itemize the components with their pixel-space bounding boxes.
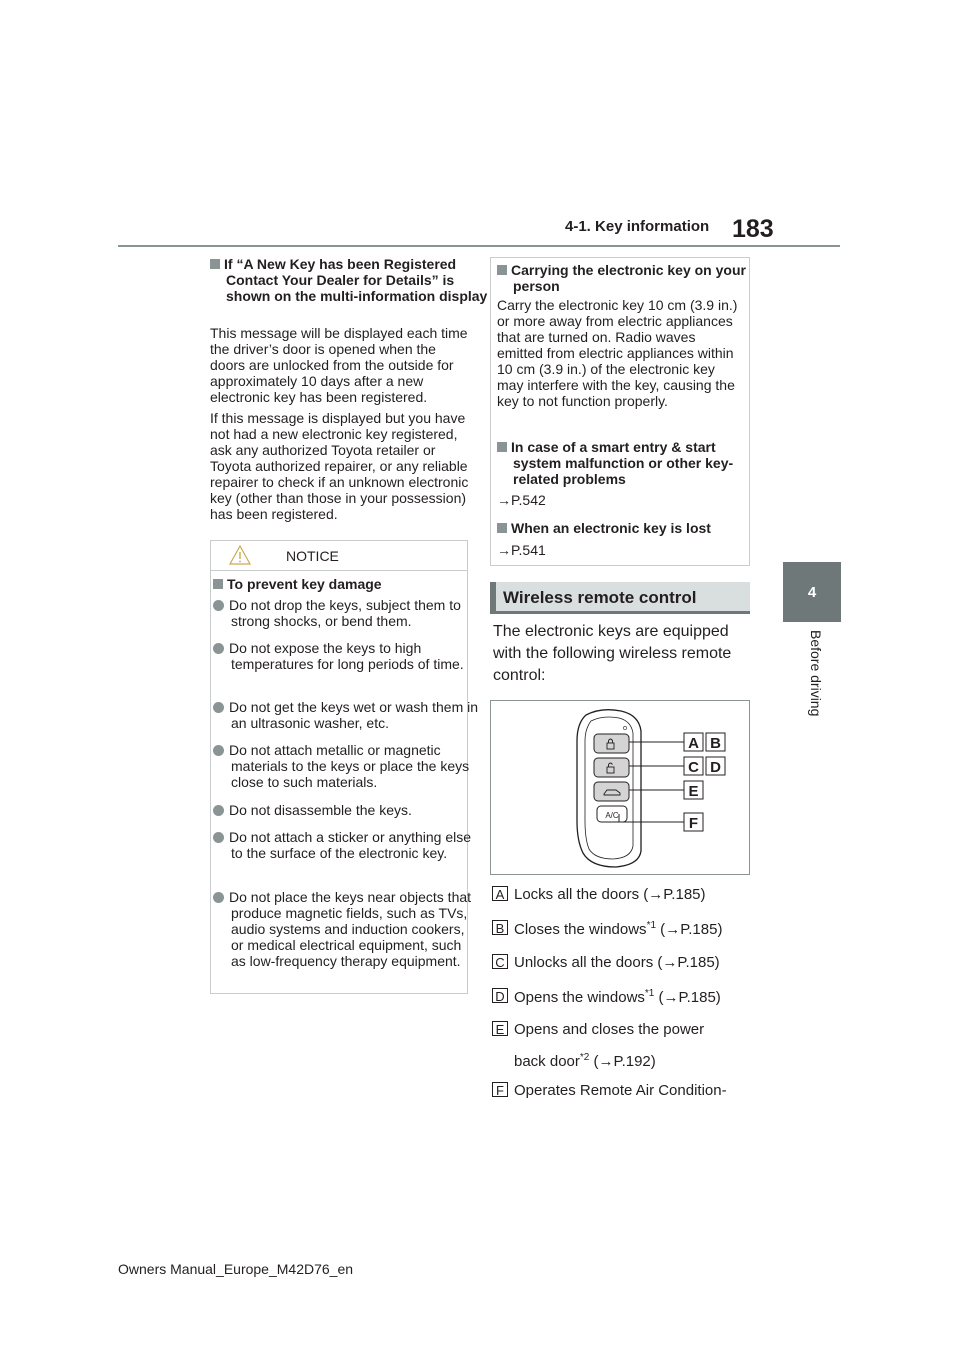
page-number: 183: [732, 215, 774, 243]
circle-bullet-icon: [213, 643, 224, 654]
page-ref-link[interactable]: P.185): [680, 921, 723, 938]
chapter-tab[interactable]: 4: [783, 562, 841, 622]
message-heading: [210, 256, 488, 304]
legend-item-e: E Opens and closes the power: [492, 1021, 752, 1038]
wireless-title: Wireless remote control: [503, 588, 697, 607]
legend-item-c: C Unlocks all the doors (→P.185): [492, 954, 752, 971]
figure-label-c: C: [688, 759, 699, 776]
legend-item-d: D Opens the windows$^{*1}$ (→P.185): [492, 988, 752, 1005]
smart-key-illustration: [491, 701, 749, 874]
notice-header: [210, 540, 468, 571]
figure-label-f: F: [688, 815, 699, 832]
legend-letter: A: [492, 886, 508, 901]
page-ref-link[interactable]: P.185): [663, 886, 706, 903]
info-paragraph-carrying: Carry the electronic key 10 cm (3.9 in.) or more away from electric appliances that are turned on. Radio waves emitted from electric appliances within 10 cm (3.9 in.) of the electronic key may interfere with the key, causing the key to not function properly.: [497, 297, 738, 409]
section-title: 4-1. Key information: [565, 218, 710, 235]
legend-letter: E: [492, 1021, 508, 1036]
circle-bullet-icon: [213, 702, 224, 713]
arrow-icon: →: [648, 886, 664, 903]
square-bullet-icon: [497, 442, 507, 452]
circle-bullet-icon: [213, 832, 224, 843]
notice-item: Do not attach metallic or magnetic materials to the keys or place the keys close to such materials.: [213, 742, 479, 790]
square-bullet-icon: [497, 265, 507, 275]
figure-label-d: D: [710, 759, 721, 776]
figure-label-b: B: [710, 735, 721, 752]
legend-item-a: A Locks all the doors (→P.185): [492, 886, 752, 903]
square-bullet-icon: [213, 579, 223, 589]
notice-item: Do not place the keys near objects that produce magnetic fields, such as TVs, audio systems and induction cookers, or medical electrical equipment, such as low-frequency therapy equipment.: [213, 889, 479, 969]
arrow-icon: →: [598, 1053, 614, 1070]
band-accent: [490, 582, 496, 614]
circle-bullet-icon: [213, 600, 224, 611]
info-heading-carrying: Carrying the electronic key on your person: [497, 262, 758, 294]
legend-item-b: B Closes the windows$^{*1}$ (→P.185): [492, 920, 752, 937]
message-heading-text: If “A New Key has been Registered Contact Your Dealer for Details” is shown on the multi-information display: [224, 256, 488, 304]
info-heading-malfunction: In case of a smart entry & start system malfunction or other key-related problems: [497, 439, 758, 487]
header-divider: [118, 245, 840, 247]
arrow-icon: →: [497, 492, 511, 508]
ac-button-text: A/C: [605, 811, 619, 820]
arrow-icon: →: [665, 921, 681, 938]
warning-triangle-icon: [229, 545, 251, 565]
page-ref-link[interactable]: P.185): [677, 954, 720, 971]
chapter-side-title: Before driving: [808, 630, 824, 717]
figure-label-a: A: [688, 735, 699, 752]
page-ref-link[interactable]: P.192): [613, 1053, 656, 1070]
legend-letter: D: [492, 988, 508, 1003]
notice-item: Do not disassemble the keys.: [213, 802, 479, 818]
arrow-icon: →: [662, 954, 678, 971]
arrow-icon: →: [497, 542, 511, 558]
arrow-icon: →: [663, 989, 679, 1006]
legend-letter: F: [492, 1082, 508, 1097]
notice-item: Do not get the keys wet or wash them in an ultrasonic washer, etc.: [213, 699, 479, 731]
notice-item: Do not attach a sticker or anything else to the surface of the electronic key.: [213, 829, 479, 861]
legend-item-f: F Operates Remote Air Condition-: [492, 1082, 752, 1099]
key-figure: [490, 700, 750, 875]
legend-letter: B: [492, 920, 508, 935]
figure-label-e: E: [688, 783, 699, 800]
wireless-intro: The electronic keys are equipped with the following wireless remote control:: [493, 623, 732, 684]
notice-label: NOTICE: [286, 548, 339, 564]
message-paragraph-2: If this message is displayed but you have not had a new electronic key registered, ask any authorized Toyota retailer or Toyota authorized repairer, or any reliable repairer to check if an unknown electronic key (other than those in your possession) has been registered.: [210, 410, 469, 522]
footer-doc-id: Owners Manual_Europe_M42D76_en: [118, 1261, 354, 1277]
square-bullet-icon: [497, 523, 507, 533]
notice-item: Do not drop the keys, subject them to strong shocks, or bend them.: [213, 597, 479, 629]
notice-heading-text: To prevent key damage: [227, 576, 382, 592]
info-heading-lost: When an electronic key is lost: [497, 520, 742, 536]
legend-letter: C: [492, 954, 508, 969]
circle-bullet-icon: [213, 745, 224, 756]
message-paragraph-1: This message will be displayed each time the driver’s door is opened when the doors are unlocked from the outside for approximately 10 days after a new electronic key has been registered.: [210, 325, 468, 405]
info-ref-lost[interactable]: →P.541: [497, 542, 546, 558]
circle-bullet-icon: [213, 892, 224, 903]
square-bullet-icon: [210, 259, 220, 269]
notice-heading: [213, 576, 463, 592]
circle-bullet-icon: [213, 805, 224, 816]
page-ref-link[interactable]: P.185): [678, 989, 721, 1006]
info-ref-malfunction[interactable]: →P.542: [497, 492, 546, 508]
notice-item: Do not expose the keys to high temperatures for long periods of time.: [213, 640, 479, 672]
